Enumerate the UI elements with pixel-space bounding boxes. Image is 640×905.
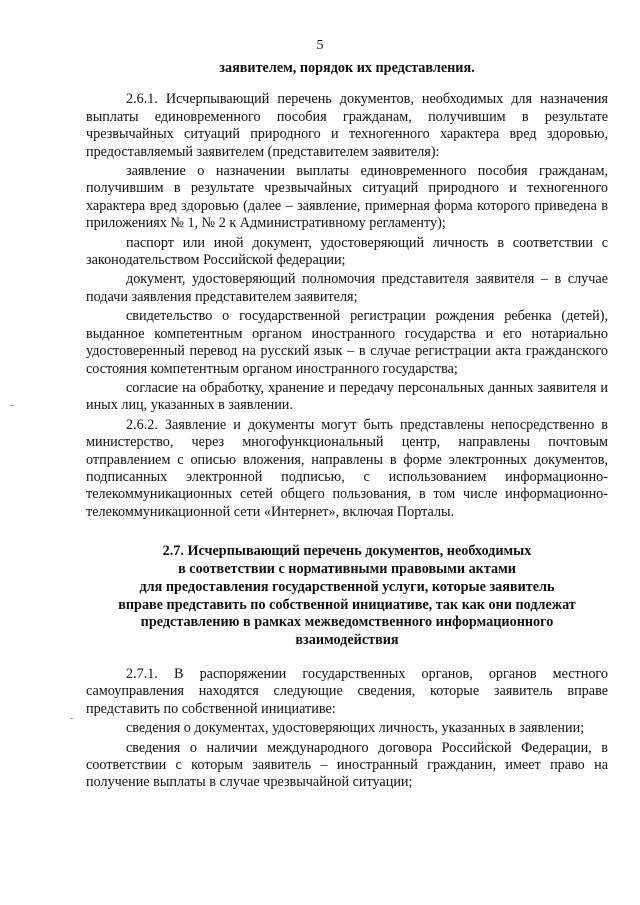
paragraph-international-treaty: сведения о наличии международного договора Российской Федерации, в соответствии с которым заявитель – иностранный гражданин, имеет право на получение выплаты в случае чрезвычайной ситуации; xyxy=(86,739,608,791)
scan-artifact xyxy=(70,718,73,719)
section-heading-line: взаимодействия xyxy=(295,632,399,649)
paragraph-birth-certificate: свидетельство о государственной регистрации рождения ребенка (детей), выданное компетентным органом иностранного государства и его нотариально удостоверенный перевод на русский язык – в случае регистрации акта гражданского состояния компетентным органом иностранного государства; xyxy=(86,308,608,377)
section-2-7-heading xyxy=(86,543,608,650)
paragraph-identity-docs: сведения о документах, удостоверяющих личность, указанных в заявлении; xyxy=(126,720,585,737)
paragraph-consent: согласие на обработку, хранение и передачу персональных данных заявителя и иных лиц, указанных в заявлении. xyxy=(86,379,608,414)
paragraph-2-7-1: 2.7.1. В распоряжении государственных органов, органов местного самоуправления находятся следующие сведения, которые заявитель вправе представить по собственной инициативе: xyxy=(86,665,608,717)
page-number: 5 xyxy=(316,38,324,53)
heading-tail: заявителем, порядок их представления. xyxy=(219,60,475,76)
scan-artifact xyxy=(10,405,13,406)
paragraph-2-6-1: 2.6.1. Исчерпывающий перечень документов, необходимых для назначения выплаты единовременного пособия гражданам, получившим в результате чрезвычайных ситуаций природного и техногенного характера вред здоровью, предоставляемый заявителем (представителем заявителя): xyxy=(86,91,608,160)
paragraph-passport: паспорт или иной документ, удостоверяющий личность в соответствии с законодательством Российской федерации; xyxy=(86,234,608,269)
section-heading-line: представлению в рамках межведомственного информационного xyxy=(140,614,554,631)
paragraph-2-6-2: 2.6.2. Заявление и документы могут быть представлены непосредственно в министерство, через многофункциональный центр, направлены почтовым отправлением с описью вложения, направлены в форме электронных документов, подписанных электронной подписью, с использованием информационно-телекоммуникационных сетей общего пользования, в том числе информационно-телекоммуникационной сети «Интернет», включая Порталы. xyxy=(86,416,608,520)
section-heading-line: 2.7. Исчерпывающий перечень документов, необходимых xyxy=(162,543,532,560)
paragraph-application: заявление о назначении выплаты единовременного пособия гражданам, получившим в результате чрезвычайных ситуаций природного и техногенного характера вред здоровью (далее – заявление, примерная форма которого приведена в приложениях № 1, № 2 к Административному регламенту); xyxy=(86,163,608,232)
document-body xyxy=(86,60,608,794)
section-heading-line: для предоставления государственной услуги, которые заявитель xyxy=(139,578,555,595)
section-heading-line: вправе представить по собственной инициативе, так как они подлежат xyxy=(118,596,576,613)
section-heading-line: в соответствии с нормативными правовыми актами xyxy=(178,560,516,577)
paragraph-representative: документ, удостоверяющий полномочия представителя заявителя – в случае подачи заявления представителем заявителя; xyxy=(86,271,608,305)
